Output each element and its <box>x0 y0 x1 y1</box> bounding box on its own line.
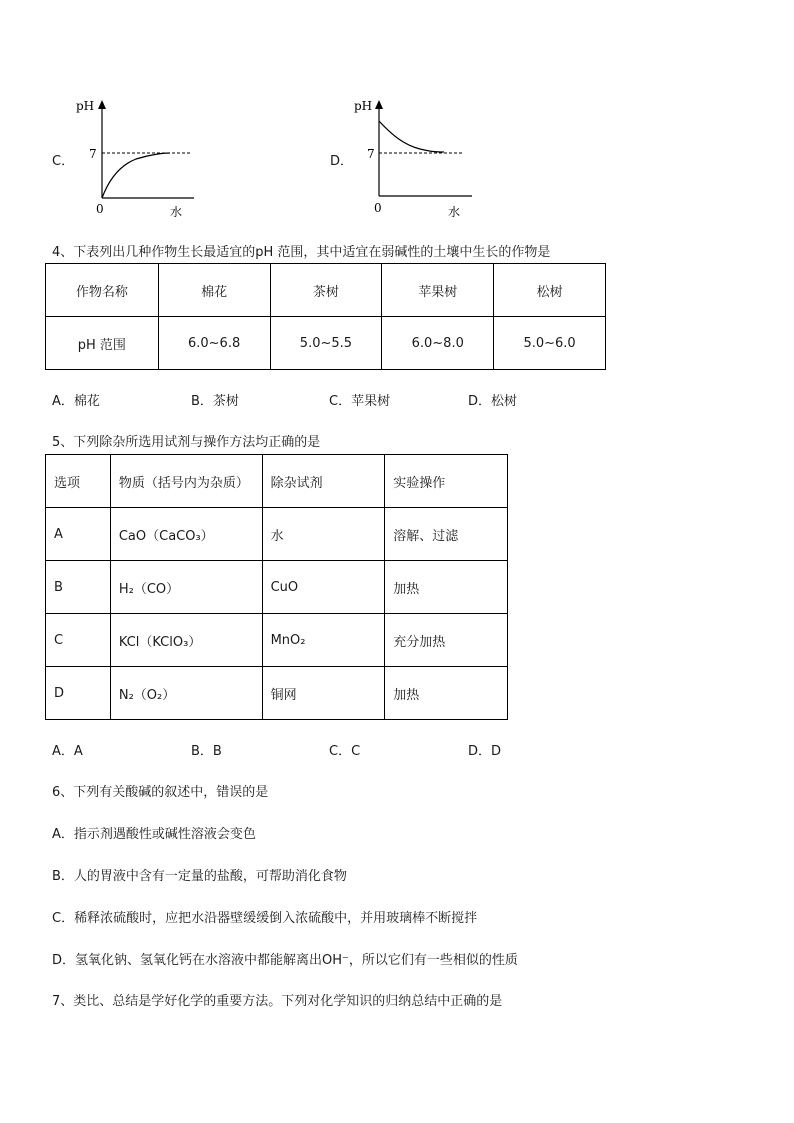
q4-option-c[interactable]: C．苹果树 <box>329 394 391 409</box>
ph-curve <box>102 153 170 198</box>
table-cell: 加热 <box>385 667 508 720</box>
table-cell: 物质（括号内为杂质） <box>110 455 262 508</box>
ref-value-label: 7 <box>367 147 375 161</box>
table-cell: A <box>46 508 111 561</box>
table-cell: CuO <box>262 561 385 614</box>
y-axis-label: pH <box>354 99 373 113</box>
table-cell: B <box>46 561 111 614</box>
table-cell: 充分加热 <box>385 614 508 667</box>
table-cell: N₂（O₂） <box>110 667 262 720</box>
question-4-stem: 4、下表列出几种作物生长最适宜的pH 范围，其中适宜在弱碱性的土壤中生长的作物是 <box>52 245 551 260</box>
table-cell: 加热 <box>385 561 508 614</box>
origin-label: 0 <box>374 201 382 215</box>
table-row <box>46 508 508 561</box>
option-d-label: D． <box>330 154 354 169</box>
table-cell: 作物名称 <box>46 264 159 317</box>
question-7-stem: 7、类比、总结是学好化学的重要方法。下列对化学知识的归纳总结中正确的是 <box>52 994 503 1009</box>
q5-option-a[interactable]: A．A <box>52 744 83 759</box>
table-cell: 实验操作 <box>385 455 508 508</box>
table-cell: 5.0~6.0 <box>494 317 606 370</box>
graph-c <box>70 92 200 222</box>
table-row <box>46 561 508 614</box>
q6-option-d[interactable]: D．氢氧化钠、氢氧化钙在水溶液中都能解离出OH⁻，所以它们有一些相似的性质 <box>52 953 518 968</box>
origin-label: 0 <box>96 202 104 216</box>
ref-value-label: 7 <box>89 147 97 161</box>
y-axis-arrow-icon <box>98 100 106 109</box>
table-row <box>46 317 606 370</box>
option-c-label: C． <box>52 154 75 169</box>
table-row <box>46 667 508 720</box>
impurity-removal-table <box>45 454 508 720</box>
table-cell: 棉花 <box>158 264 270 317</box>
ph-curve <box>379 121 444 152</box>
table-cell: pH 范围 <box>46 317 159 370</box>
table-cell: 6.0~8.0 <box>382 317 494 370</box>
x-axis-label: 水 <box>448 205 461 219</box>
q6-option-c[interactable]: C．稀释浓硫酸时，应把水沿器壁缓缓倒入浓硫酸中，并用玻璃棒不断搅拌 <box>52 911 478 926</box>
table-cell: D <box>46 667 111 720</box>
table-cell: 铜网 <box>262 667 385 720</box>
table-header-row <box>46 264 606 317</box>
question-5-stem: 5、下列除杂所选用试剂与操作方法均正确的是 <box>52 435 321 450</box>
table-cell: 除杂试剂 <box>262 455 385 508</box>
table-cell: 水 <box>262 508 385 561</box>
q4-option-d[interactable]: D．松树 <box>468 394 518 409</box>
table-cell: 6.0~6.8 <box>158 317 270 370</box>
crop-ph-table <box>45 263 606 370</box>
table-cell: 松树 <box>494 264 606 317</box>
table-cell: 苹果树 <box>382 264 494 317</box>
question-6-stem: 6、下列有关酸碱的叙述中，错误的是 <box>52 785 269 800</box>
table-cell: KCl（KClO₃） <box>110 614 262 667</box>
q4-option-b[interactable]: B．茶树 <box>191 394 239 409</box>
table-cell: C <box>46 614 111 667</box>
table-row <box>46 614 508 667</box>
table-header-row <box>46 455 508 508</box>
table-cell: 溶解、过滤 <box>385 508 508 561</box>
q4-option-a[interactable]: A．棉花 <box>52 394 100 409</box>
x-axis-label: 水 <box>170 205 183 219</box>
q6-option-b[interactable]: B．人的胃液中含有一定量的盐酸，可帮助消化食物 <box>52 869 347 884</box>
table-cell: CaO（CaCO₃） <box>110 508 262 561</box>
table-cell: MnO₂ <box>262 614 385 667</box>
table-cell: 茶树 <box>270 264 382 317</box>
q5-option-d[interactable]: D．D <box>468 744 502 759</box>
y-axis-label: pH <box>76 99 95 113</box>
q5-option-c[interactable]: C．C <box>329 744 361 759</box>
table-cell: H₂（CO） <box>110 561 262 614</box>
table-cell: 选项 <box>46 455 111 508</box>
table-cell: 5.0~5.5 <box>270 317 382 370</box>
graph-d <box>348 92 478 222</box>
q5-option-b[interactable]: B．B <box>191 744 222 759</box>
q6-option-a[interactable]: A．指示剂遇酸性或碱性溶液会变色 <box>52 827 256 842</box>
y-axis-arrow-icon <box>375 100 383 109</box>
